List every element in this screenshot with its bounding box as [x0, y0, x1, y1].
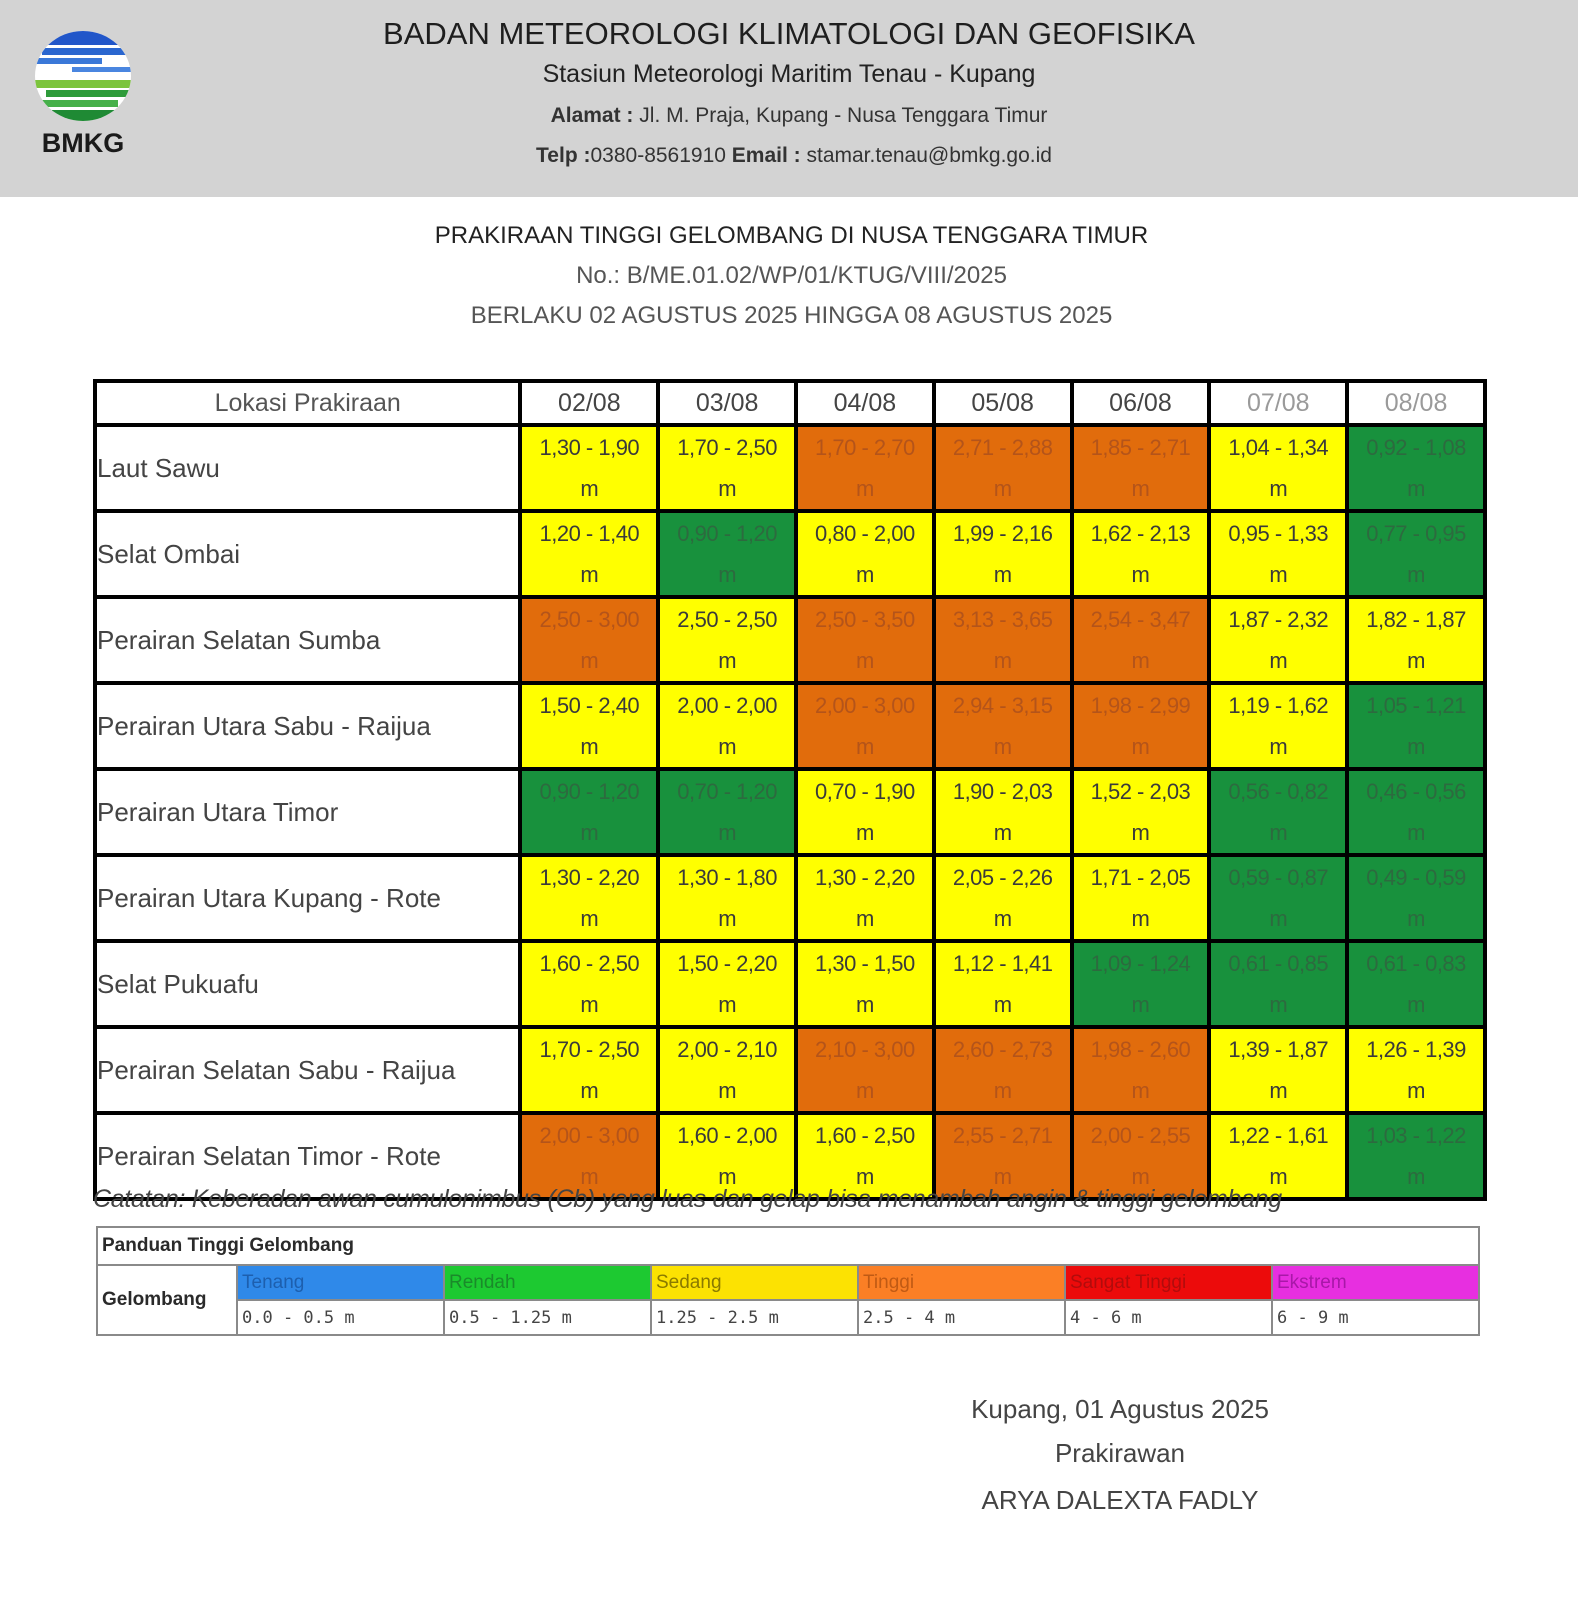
wave-unit: m: [580, 734, 599, 759]
wave-height-cell: [1209, 597, 1347, 683]
wave-unit: m: [993, 906, 1012, 931]
wave-height-cell: [1347, 1027, 1485, 1113]
wave-height-cell: [658, 425, 796, 511]
legend-category: Sangat Tinggi: [1065, 1265, 1272, 1300]
wave-unit: m: [1131, 1078, 1150, 1103]
wave-height-cell: [1072, 597, 1210, 683]
wave-height-cell: [520, 597, 658, 683]
wave-height-cell: [1072, 683, 1210, 769]
wave-height-cell: [1209, 511, 1347, 597]
wave-unit: m: [1269, 734, 1288, 759]
wave-height-cell: [1209, 1027, 1347, 1113]
wave-range: 1,30 - 1,50: [815, 951, 915, 976]
wave-height-cell: [1072, 941, 1210, 1027]
wave-range: 1,60 - 2,50: [815, 1123, 915, 1148]
wave-range: 0,80 - 2,00: [815, 521, 915, 546]
wave-unit: m: [1131, 734, 1150, 759]
wave-unit: m: [1131, 906, 1150, 931]
signature-role: Prakirawan: [1054, 1438, 1186, 1468]
location-name: Perairan Utara Kupang - Rote: [95, 855, 520, 941]
location-name: Perairan Selatan Sabu - Raijua: [95, 1027, 520, 1113]
forecast-row: [95, 511, 1485, 597]
wave-unit: m: [580, 1164, 599, 1189]
wave-range: 1,39 - 1,87: [1228, 1037, 1329, 1062]
wave-unit: m: [580, 906, 599, 931]
wave-range: 0,49 - 0,59: [1366, 865, 1466, 890]
wave-range: 1,30 - 2,20: [815, 865, 915, 890]
wave-height-cell: [796, 941, 934, 1027]
address-line: [0, 104, 1578, 128]
document-title: PRAKIRAAN TINGGI GELOMBANG DI NUSA TENGGARA TIMUR: [434, 222, 1149, 249]
date-header: 07/08: [1209, 381, 1347, 425]
wave-range: 1,85 - 2,71: [1090, 435, 1191, 460]
wave-unit: m: [1131, 562, 1150, 587]
wave-height-cell: [1209, 769, 1347, 855]
wave-unit: m: [1269, 906, 1288, 931]
legend-title: Panduan Tinggi Gelombang: [97, 1227, 1479, 1265]
wave-range: 0,61 - 0,85: [1228, 951, 1329, 976]
wave-range: 1,09 - 1,24: [1090, 951, 1191, 976]
wave-range: 2,50 - 3,50: [815, 607, 915, 632]
wave-height-cell: [658, 511, 796, 597]
wave-range: 1,98 - 2,99: [1090, 693, 1191, 718]
wave-range: 2,50 - 2,50: [677, 607, 777, 632]
wave-range: 2,00 - 2,10: [677, 1037, 777, 1062]
legend-range: 6 - 9 m: [1272, 1300, 1479, 1335]
location-name: Perairan Utara Sabu - Raijua: [95, 683, 520, 769]
wave-height-cell: [934, 425, 1072, 511]
wave-height-cell: [796, 855, 934, 941]
date-header: 02/08: [520, 381, 658, 425]
wave-height-cell: [658, 683, 796, 769]
forecast-row: [95, 941, 1485, 1027]
wave-unit: m: [580, 1078, 599, 1103]
wave-unit: m: [1131, 992, 1150, 1017]
wave-height-cell: [1209, 941, 1347, 1027]
wave-unit: m: [580, 820, 599, 845]
wave-height-cell: [934, 855, 1072, 941]
wave-unit: m: [855, 820, 874, 845]
wave-height-cell: [1347, 425, 1485, 511]
wave-unit: m: [1269, 476, 1288, 501]
wave-height-cell: [1209, 855, 1347, 941]
wave-height-cell: [658, 769, 796, 855]
wave-height-cell: [934, 941, 1072, 1027]
wave-unit: m: [1269, 562, 1288, 587]
wave-unit: m: [993, 1078, 1012, 1103]
wave-unit: m: [855, 734, 874, 759]
wave-height-cell: [658, 1027, 796, 1113]
wave-unit: m: [855, 562, 874, 587]
legend-range: 0.0 - 0.5 m: [237, 1300, 444, 1335]
wave-range: 2,00 - 2,00: [677, 693, 777, 718]
phone-label: Telp :: [536, 144, 591, 167]
date-header: 04/08: [796, 381, 934, 425]
wave-unit: m: [1269, 1164, 1288, 1189]
legend-range: 1.25 - 2.5 m: [651, 1300, 858, 1335]
wave-range: 2,71 - 2,88: [952, 435, 1053, 460]
wave-range: 1,50 - 2,20: [677, 951, 777, 976]
wave-range: 0,90 - 1,20: [677, 521, 777, 546]
wave-height-cell: [1072, 425, 1210, 511]
document-validity: BERLAKU 02 AGUSTUS 2025 HINGGA 08 AGUSTUS 2025: [470, 302, 1113, 329]
wave-height-cell: [796, 1027, 934, 1113]
wave-unit: m: [1407, 1078, 1425, 1103]
wave-height-cell: [796, 683, 934, 769]
address-label: Alamat :: [550, 104, 634, 127]
wave-range: 1,05 - 1,21: [1366, 693, 1466, 718]
wave-height-cell: [520, 511, 658, 597]
location-name: Selat Ombai: [95, 511, 520, 597]
date-header: 05/08: [934, 381, 1072, 425]
wave-range: 1,20 - 1,40: [539, 521, 640, 546]
table-header-row: [95, 381, 1485, 425]
location-name: Selat Pukuafu: [95, 941, 520, 1027]
wave-unit: m: [855, 992, 874, 1017]
legend-range: 4 - 6 m: [1065, 1300, 1272, 1335]
wave-unit: m: [1407, 1164, 1425, 1189]
wave-range: 1,03 - 1,22: [1366, 1123, 1466, 1148]
legend-category: Sedang: [651, 1265, 858, 1300]
wave-unit: m: [1407, 734, 1425, 759]
wave-height-cell: [1347, 855, 1485, 941]
wave-unit: m: [718, 562, 737, 587]
wave-range: 1,12 - 1,41: [952, 951, 1053, 976]
forecast-row: [95, 425, 1485, 511]
wave-height-cell: [1347, 597, 1485, 683]
wave-unit: m: [580, 648, 599, 673]
wave-range: 1,71 - 2,05: [1090, 865, 1191, 890]
wave-unit: m: [993, 562, 1012, 587]
wave-range: 0,70 - 1,20: [677, 779, 777, 804]
wave-unit: m: [1407, 562, 1425, 587]
signature-place-date: Kupang, 01 Agustus 2025: [971, 1394, 1269, 1424]
wave-range: 2,60 - 2,73: [952, 1037, 1053, 1062]
wave-unit: m: [993, 648, 1012, 673]
wave-unit: m: [1269, 992, 1288, 1017]
wave-range: 1,99 - 2,16: [952, 521, 1053, 546]
wave-unit: m: [580, 476, 599, 501]
wave-range: 1,22 - 1,61: [1228, 1123, 1329, 1148]
wave-range: 1,90 - 2,03: [952, 779, 1053, 804]
contact-line: [0, 144, 1578, 168]
wave-height-cell: [796, 769, 934, 855]
legend-row-label: Gelombang: [97, 1265, 237, 1335]
legend-category: Rendah: [444, 1265, 651, 1300]
wave-height-cell: [1209, 683, 1347, 769]
wave-unit: m: [1407, 992, 1425, 1017]
wave-height-cell: [658, 597, 796, 683]
wave-unit: m: [718, 820, 737, 845]
wave-range: 1,19 - 1,62: [1228, 693, 1329, 718]
wave-height-cell: [520, 941, 658, 1027]
forecast-row: [95, 1027, 1485, 1113]
wave-unit: m: [993, 734, 1012, 759]
wave-range: 1,30 - 1,90: [539, 435, 640, 460]
wave-unit: m: [1407, 476, 1425, 501]
forecast-row: [95, 769, 1485, 855]
wave-height-legend: [96, 1226, 1480, 1336]
wave-unit: m: [855, 906, 874, 931]
email-value: stamar.tenau@bmkg.go.id: [806, 144, 1052, 167]
wave-height-cell: [658, 855, 796, 941]
wave-unit: m: [1407, 820, 1425, 845]
wave-range: 1,52 - 2,03: [1090, 779, 1191, 804]
wave-range: 0,70 - 1,90: [815, 779, 915, 804]
wave-unit: m: [1131, 476, 1150, 501]
wave-unit: m: [718, 476, 737, 501]
legend-range: 2.5 - 4 m: [858, 1300, 1065, 1335]
wave-height-cell: [1347, 511, 1485, 597]
wave-unit: m: [1407, 906, 1425, 931]
wave-unit: m: [718, 1078, 737, 1103]
wave-height-cell: [658, 941, 796, 1027]
wave-range: 2,05 - 2,26: [952, 865, 1053, 890]
wave-unit: m: [1269, 1078, 1288, 1103]
wave-height-cell: [934, 683, 1072, 769]
wave-unit: m: [1269, 648, 1288, 673]
wave-unit: m: [718, 734, 737, 759]
wave-range: 1,26 - 1,39: [1366, 1037, 1466, 1062]
wave-unit: m: [718, 992, 737, 1017]
wave-range: 1,50 - 2,40: [539, 693, 640, 718]
wave-height-cell: [1072, 855, 1210, 941]
legend-category: Tenang: [237, 1265, 444, 1300]
wave-unit: m: [855, 1078, 874, 1103]
forecast-row: [95, 855, 1485, 941]
wave-height-cell: [1347, 683, 1485, 769]
wave-range: 0,95 - 1,33: [1228, 521, 1329, 546]
location-name: Perairan Selatan Timor - Rote: [95, 1113, 520, 1199]
wave-range: 0,46 - 0,56: [1366, 779, 1466, 804]
address-value: Jl. M. Praja, Kupang - Nusa Tenggara Timur: [639, 104, 1048, 127]
date-header: 06/08: [1072, 381, 1210, 425]
forecast-row: [95, 597, 1485, 683]
document-number: No.: B/ME.01.02/WP/01/KTUG/VIII/2025: [576, 262, 1007, 289]
wave-unit: m: [718, 1164, 737, 1189]
wave-height-cell: [1347, 941, 1485, 1027]
station-name: Stasiun Meteorologi Maritim Tenau - Kupang: [542, 60, 1036, 88]
wave-height-cell: [520, 683, 658, 769]
wave-unit: m: [855, 648, 874, 673]
wave-unit: m: [1131, 648, 1150, 673]
wave-range: 1,70 - 2,50: [677, 435, 777, 460]
wave-forecast-table: [93, 379, 1487, 1201]
legend-category: Ekstrem: [1272, 1265, 1479, 1300]
wave-height-cell: [520, 425, 658, 511]
wave-height-cell: [1347, 1113, 1485, 1199]
wave-range: 0,59 - 0,87: [1228, 865, 1329, 890]
wave-range: 1,70 - 2,50: [539, 1037, 640, 1062]
wave-height-cell: [1347, 769, 1485, 855]
wave-height-cell: [796, 425, 934, 511]
wave-unit: m: [993, 476, 1012, 501]
location-name: Laut Sawu: [95, 425, 520, 511]
date-header: 03/08: [658, 381, 796, 425]
phone-value: 0380-8561910: [590, 144, 726, 167]
forecast-row: [95, 683, 1485, 769]
wave-range: 0,56 - 0,82: [1228, 779, 1329, 804]
wave-range: 1,62 - 2,13: [1090, 521, 1191, 546]
bmkg-logo-text: BMKG: [41, 128, 125, 158]
wave-height-cell: [934, 1027, 1072, 1113]
wave-range: 0,77 - 0,95: [1366, 521, 1466, 546]
wave-unit: m: [580, 562, 599, 587]
org-name: BADAN METEOROLOGI KLIMATOLOGI DAN GEOFISIKA: [383, 16, 1195, 51]
wave-unit: m: [993, 992, 1012, 1017]
wave-range: 1,70 - 2,70: [815, 435, 915, 460]
wave-range: 2,50 - 3,00: [539, 607, 640, 632]
legend-category: Tinggi: [858, 1265, 1065, 1300]
wave-height-cell: [934, 769, 1072, 855]
wave-unit: m: [1131, 820, 1150, 845]
wave-unit: m: [855, 476, 874, 501]
wave-range: 2,94 - 3,15: [952, 693, 1053, 718]
wave-unit: m: [718, 648, 737, 673]
wave-range: 2,54 - 3,47: [1090, 607, 1191, 632]
wave-range: 0,61 - 0,83: [1366, 951, 1466, 976]
wave-range: 1,82 - 1,87: [1366, 607, 1466, 632]
location-column-header: Lokasi Prakiraan: [95, 381, 520, 425]
wave-range: 3,13 - 3,65: [952, 607, 1053, 632]
forecaster-name: ARYA DALEXTA FADLY: [981, 1485, 1259, 1515]
location-name: Perairan Utara Timor: [95, 769, 520, 855]
email-label: Email :: [731, 144, 801, 167]
wave-unit: m: [993, 820, 1012, 845]
wave-range: 2,00 - 3,00: [815, 693, 915, 718]
legend-range: 0.5 - 1.25 m: [444, 1300, 651, 1335]
wave-height-cell: [796, 511, 934, 597]
wave-range: 1,60 - 2,00: [677, 1123, 777, 1148]
wave-unit: m: [718, 906, 737, 931]
wave-range: 1,30 - 1,80: [677, 865, 777, 890]
wave-unit: m: [993, 1164, 1012, 1189]
wave-range: 2,00 - 2,55: [1090, 1123, 1191, 1148]
wave-height-cell: [934, 511, 1072, 597]
wave-range: 0,90 - 1,20: [539, 779, 640, 804]
wave-range: 0,92 - 1,08: [1366, 435, 1466, 460]
wave-range: 1,30 - 2,20: [539, 865, 640, 890]
wave-range: 1,04 - 1,34: [1228, 435, 1329, 460]
wave-height-cell: [1072, 511, 1210, 597]
wave-height-cell: [796, 597, 934, 683]
wave-unit: m: [1407, 648, 1425, 673]
location-name: Perairan Selatan Sumba: [95, 597, 520, 683]
wave-height-cell: [520, 1027, 658, 1113]
wave-height-cell: [520, 855, 658, 941]
wave-height-cell: [934, 597, 1072, 683]
wave-range: 2,00 - 3,00: [539, 1123, 640, 1148]
wave-unit: m: [855, 1164, 874, 1189]
wave-height-cell: [520, 769, 658, 855]
date-header: 08/08: [1347, 381, 1485, 425]
wave-range: 2,55 - 2,71: [952, 1123, 1053, 1148]
wave-range: 1,60 - 2,50: [539, 951, 640, 976]
wave-unit: m: [580, 992, 599, 1017]
wave-height-cell: [1072, 769, 1210, 855]
wave-height-cell: [1072, 1027, 1210, 1113]
wave-range: 1,98 - 2,60: [1090, 1037, 1191, 1062]
wave-range: 2,10 - 3,00: [815, 1037, 915, 1062]
cumulonimbus-note: Catatan: Keberadan awan cumulonimbus (Cb) yang luas dan gelap bisa menambah angin & tinggi gelombang: [93, 1185, 1282, 1213]
wave-unit: m: [1269, 820, 1288, 845]
wave-range: 1,87 - 2,32: [1228, 607, 1329, 632]
wave-height-cell: [1209, 425, 1347, 511]
wave-unit: m: [1131, 1164, 1150, 1189]
